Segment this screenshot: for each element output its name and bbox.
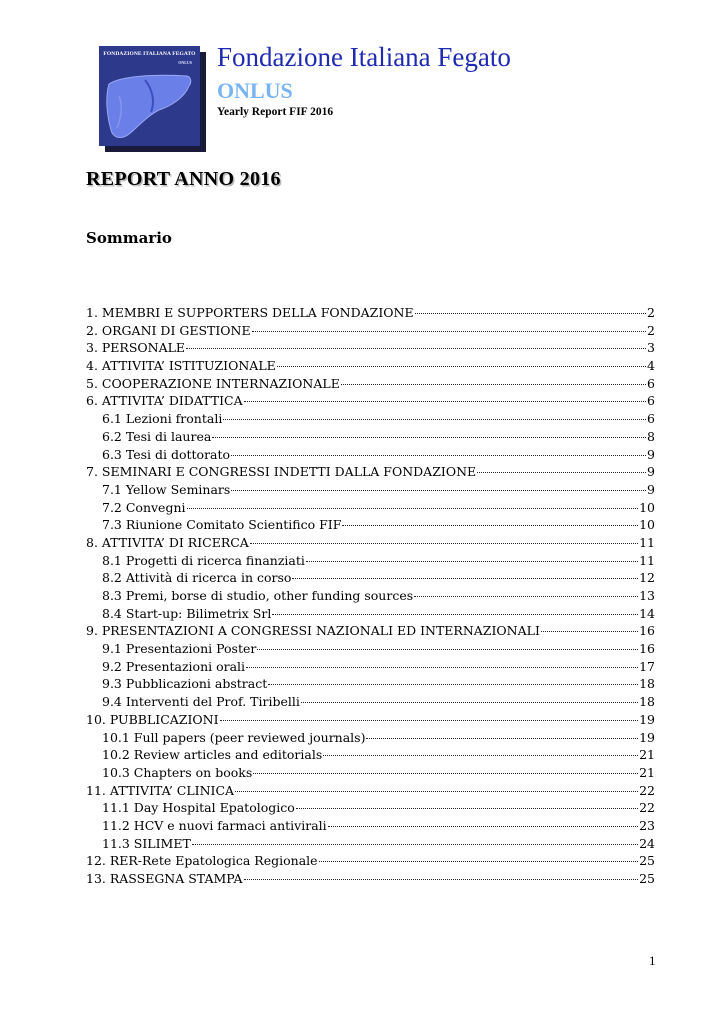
toc-dot-leader (292, 578, 638, 579)
toc-entry-page: 25 (639, 871, 655, 886)
logo-text: FONDAZIONE ITALIANA FEGATO (103, 51, 196, 57)
toc-dot-leader (342, 525, 638, 526)
toc-dot-leader (220, 720, 639, 721)
toc-dot-leader (319, 861, 639, 862)
toc-dot-leader (541, 631, 638, 632)
toc-entry-label: 11.1 Day Hospital Epatologico (102, 800, 295, 816)
toc-entry-page: 10 (639, 517, 655, 533)
toc-entry-page: 4 (647, 358, 655, 374)
toc-entry[interactable] (86, 535, 655, 553)
toc-dot-leader (250, 543, 638, 544)
toc-entry[interactable] (86, 464, 655, 482)
toc-dot-leader (341, 384, 646, 385)
toc-dot-leader (212, 437, 646, 438)
toc-entry-label: 11.2 HCV e nuovi farmaci antivirali (102, 817, 327, 833)
toc-entry-page: 3 (647, 340, 655, 356)
toc-entry-page: 6 (647, 375, 655, 391)
toc-entry-label: 9.3 Pubblicazioni abstract (102, 676, 268, 692)
toc-entry-page: 24 (639, 835, 655, 851)
toc-entry-label: 13. RASSEGNA STAMPA (86, 871, 243, 886)
toc-heading: Sommario (86, 229, 172, 247)
toc-dot-leader (323, 755, 638, 756)
toc-entry[interactable] (86, 482, 655, 500)
toc-dot-leader (192, 844, 638, 845)
toc-entry-label: 3. PERSONALE (86, 340, 186, 356)
toc-dot-leader (366, 738, 638, 739)
toc-entry-label: 7. SEMINARI E CONGRESSI INDETTI DALLA FONDAZIONE (86, 464, 477, 480)
toc-entry[interactable] (86, 783, 655, 801)
toc-dot-leader (244, 879, 639, 880)
toc-entry-label: 6.1 Lezioni frontali (102, 411, 223, 427)
toc-entry[interactable] (86, 517, 655, 535)
toc-dot-leader (477, 472, 646, 473)
toc-entry-page: 25 (639, 853, 655, 869)
toc-entry-page: 10 (639, 499, 655, 515)
toc-entry[interactable] (86, 606, 655, 624)
toc-entry-page: 9 (647, 481, 655, 497)
toc-entry[interactable] (86, 765, 655, 783)
toc-entry[interactable] (86, 340, 655, 358)
toc-entry[interactable] (86, 800, 655, 818)
report-heading: REPORT ANNO 2016 (86, 168, 281, 190)
toc-entry-label: 12. RER-Rete Epatologica Regionale (86, 853, 318, 869)
toc-dot-leader (257, 649, 638, 650)
toc-entry-label: 7.2 Convegni (102, 499, 186, 515)
toc-entry[interactable] (86, 730, 655, 748)
toc-entry-page: 19 (639, 711, 655, 727)
toc-dot-leader (246, 667, 638, 668)
toc-entry-label: 8.3 Premi, borse di studio, other funding sources (102, 588, 414, 603)
toc-entry[interactable] (86, 447, 655, 465)
toc-entry-label: 7.3 Riunione Comitato Scientifico FIF (102, 517, 342, 533)
toc-entry-page: 18 (639, 694, 655, 710)
toc-entry[interactable] (86, 570, 655, 588)
toc-entry-page: 18 (639, 676, 655, 692)
toc-entry[interactable] (86, 376, 655, 394)
toc-dot-leader (253, 773, 638, 774)
toc-entry-page: 2 (647, 305, 655, 320)
toc-entry-label: 10.1 Full papers (peer reviewed journals) (102, 729, 366, 745)
toc-entry-page: 11 (639, 552, 655, 568)
logo-subtext: ONLUS (178, 60, 192, 65)
toc-entry-page: 21 (639, 747, 655, 763)
toc-entry-page: 13 (639, 588, 655, 603)
toc-entry[interactable] (86, 853, 655, 871)
toc-dot-leader (301, 702, 638, 703)
toc-entry-page: 16 (639, 641, 655, 657)
toc-dot-leader (268, 684, 638, 685)
toc-entry-page: 19 (639, 729, 655, 745)
toc-entry-page: 16 (639, 623, 655, 639)
toc-entry-label: 2. ORGANI DI GESTIONE (86, 322, 251, 338)
subtitle: ONLUS (217, 78, 293, 103)
toc-entry[interactable] (86, 747, 655, 765)
toc-entry-label: 8.1 Progetti di ricerca finanziati (102, 552, 305, 568)
toc-entry-label: 11. ATTIVITA’ CLINICA (86, 782, 235, 798)
toc-entry-page: 6 (647, 411, 655, 427)
toc-entry-page: 9 (647, 464, 655, 480)
toc-dot-leader (296, 808, 638, 809)
toc-dot-leader (223, 419, 646, 420)
toc-entry-page: 9 (647, 446, 655, 462)
toc-entry-label: 10. PUBBLICAZIONI (86, 711, 219, 727)
toc-entry-page: 22 (639, 800, 655, 816)
toc-entry-page: 6 (647, 393, 655, 409)
report-line: Yearly Report FIF 2016 (217, 106, 334, 118)
toc-entry[interactable] (86, 429, 655, 447)
toc-entry-label: 10.3 Chapters on books (102, 764, 253, 780)
toc-entry[interactable] (86, 641, 655, 659)
toc-entry[interactable] (86, 623, 655, 641)
toc-entry-label: 6.3 Tesi di dottorato (102, 446, 231, 462)
toc-dot-leader (244, 401, 646, 402)
toc-entry-page: 17 (639, 658, 655, 674)
toc-dot-leader (306, 561, 638, 562)
toc-entry-label: 4. ATTIVITA’ ISTITUZIONALE (86, 358, 276, 374)
toc-entry-page: 23 (639, 817, 655, 833)
toc-entry-page: 2 (647, 322, 655, 338)
toc-entry[interactable] (86, 411, 655, 429)
toc-entry-page: 12 (639, 570, 655, 586)
toc-entry[interactable] (86, 393, 655, 411)
toc-entry-label: 1. MEMBRI E SUPPORTERS DELLA FONDAZIONE (86, 305, 414, 320)
toc-entry-label: 6. ATTIVITA’ DIDATTICA (86, 393, 243, 409)
toc-entry-page: 11 (639, 534, 655, 550)
toc-dot-leader (252, 331, 646, 332)
toc-entry-label: 9.1 Presentazioni Poster (102, 641, 257, 657)
toc-entry-page: 14 (639, 605, 655, 621)
toc-entry[interactable] (86, 712, 655, 730)
foundation-logo (99, 46, 200, 146)
toc-entry-label: 9.2 Presentazioni orali (102, 658, 246, 674)
toc-entry-label: 9. PRESENTAZIONI A CONGRESSI NAZIONALI ED INTERNAZIONALI (86, 623, 540, 639)
toc-entry[interactable] (86, 659, 655, 677)
toc-dot-leader (415, 313, 646, 314)
toc-dot-leader (277, 366, 646, 367)
toc-entry[interactable] (86, 871, 655, 889)
toc-entry-label: 10.2 Review articles and editorials (102, 747, 323, 763)
toc-entry[interactable] (86, 836, 655, 854)
toc-dot-leader (272, 614, 638, 615)
toc-entry-page: 21 (639, 764, 655, 780)
toc-entry[interactable] (86, 358, 655, 376)
toc-entry-label: 8. ATTIVITA’ DI RICERCA (86, 534, 249, 550)
toc-entry[interactable] (86, 588, 655, 606)
toc-entry-label: 6.2 Tesi di laurea (102, 428, 212, 444)
toc-entry-label: 8.2 Attività di ricerca in corso (102, 570, 292, 586)
toc-entry[interactable] (86, 323, 655, 341)
toc-dot-leader (414, 596, 638, 597)
toc-entry-page: 22 (639, 782, 655, 798)
toc-dot-leader (328, 826, 638, 827)
toc-entry[interactable] (86, 676, 655, 694)
toc-entry-label: 9.4 Interventi del Prof. Tiribelli (102, 694, 300, 710)
table-of-contents (86, 305, 655, 889)
toc-entry[interactable] (86, 553, 655, 571)
toc-entry[interactable] (86, 694, 655, 712)
toc-entry[interactable] (86, 500, 655, 518)
toc-dot-leader (231, 490, 646, 491)
toc-dot-leader (231, 455, 646, 456)
toc-dot-leader (186, 348, 646, 349)
toc-entry-label: 8.4 Start-up: Bilimetrix Srl (102, 605, 272, 621)
toc-entry-label: 7.1 Yellow Seminars (102, 481, 231, 497)
toc-entry-label: 5. COOPERAZIONE INTERNAZIONALE (86, 375, 340, 391)
toc-entry-label: 11.3 SILIMET (102, 835, 191, 851)
toc-entry[interactable] (86, 818, 655, 836)
toc-entry[interactable] (86, 305, 655, 323)
toc-dot-leader (187, 508, 639, 509)
page-title: Fondazione Italiana Fegato (217, 42, 511, 72)
toc-dot-leader (235, 791, 638, 792)
page-number: 1 (649, 953, 656, 968)
toc-entry-page: 8 (647, 428, 655, 444)
